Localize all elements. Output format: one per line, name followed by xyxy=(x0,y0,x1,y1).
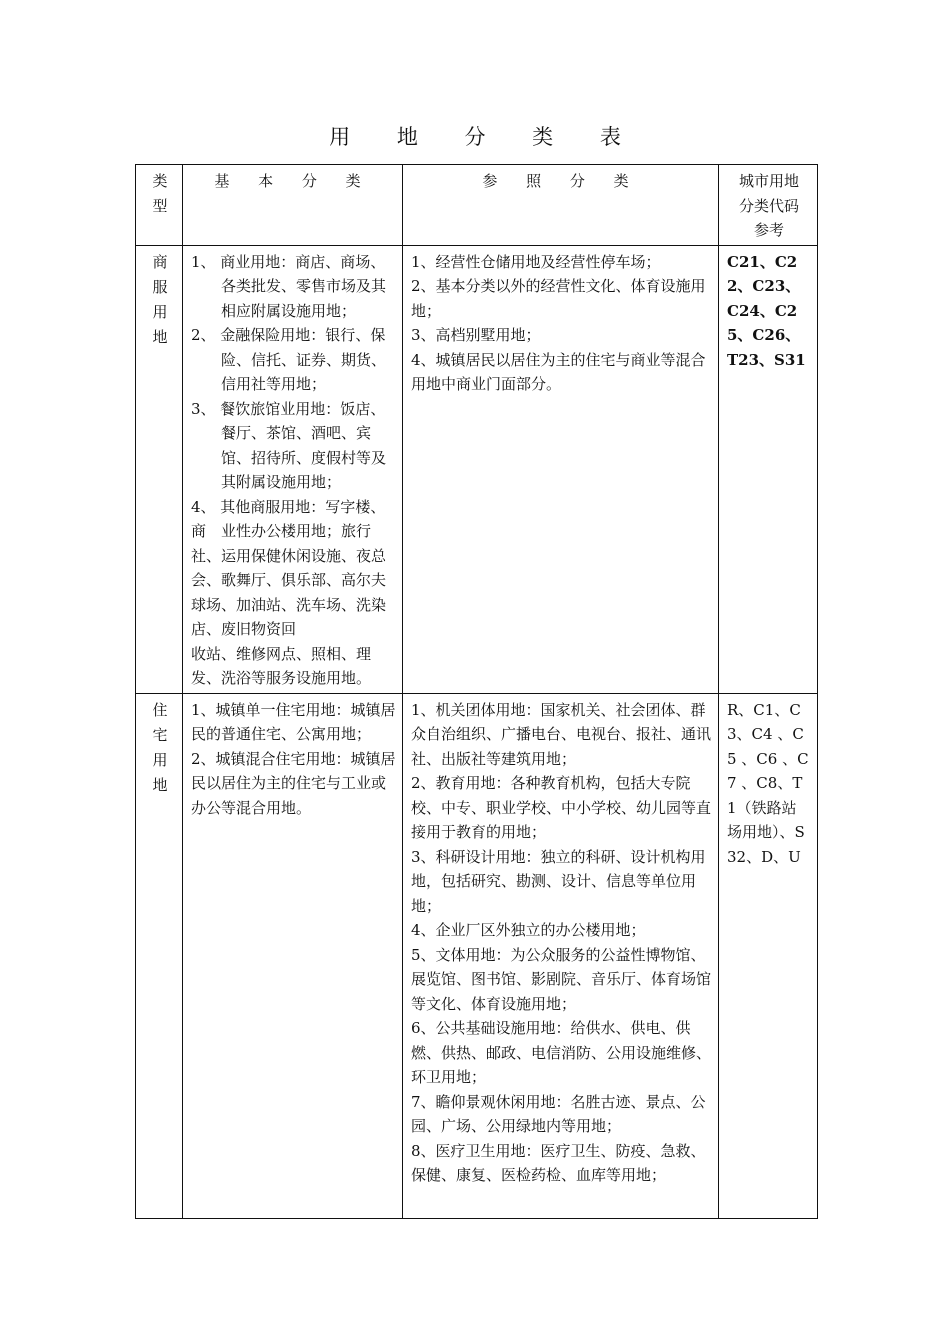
code-text: C21、C22、C23、C24、C25、C26、T23、S31 xyxy=(727,252,806,369)
table-row-commerce xyxy=(136,245,818,693)
row-type-label: 商服用地 xyxy=(152,252,168,346)
reference-item: 2、基本分类以外的经营性文化、体育设施用地； xyxy=(411,277,706,320)
table-header-row xyxy=(136,165,818,246)
reference-item: 1、经营性仓储用地及经营性停车场； xyxy=(411,252,661,271)
code-cell-housing xyxy=(719,693,818,1218)
basic-item: 4、 其他商服用地：写字楼、商 业性办公楼用地；旅行社、运用保健休闲设施、夜总会、歌舞厅、俱乐部、高尔夫球场、加油站、洗车场、洗染店、废旧物资回 收站、维修网点、照相、理发、洗浴等服务设施用地。 xyxy=(191,497,387,687)
land-classification-table xyxy=(135,164,818,1219)
type-cell-commerce xyxy=(136,245,183,693)
reference-cell-housing xyxy=(403,693,719,1218)
header-code-line1: 城市用地 xyxy=(738,172,799,190)
basic-item: 3、 餐饮旅馆业用地：饭店、餐厅、茶馆、酒吧、宾馆、招待所、度假村等及其附属设施用地； xyxy=(191,399,387,491)
basic-cell-housing xyxy=(183,693,403,1218)
reference-cell-commerce xyxy=(403,245,719,693)
reference-item: 5、文体用地：为公众服务的公益性博物馆、展览馆、图书馆、影剧院、音乐厅、体育场馆等文化、体育设施用地； xyxy=(411,945,712,1013)
reference-item: 6、公共基础设施用地：给供水、供电、供燃、供热、邮政、电信消防、公用设施维修、环卫用地； xyxy=(411,1019,712,1086)
header-code-cell xyxy=(719,165,818,246)
basic-item: 2、 金融保险用地：银行、保险、信托、证券、期货、信用社等用地； xyxy=(191,326,387,393)
reference-item: 1、机关团体用地：国家机关、社会团体、群众自治组织、广播电台、电视台、报社、通讯社、出版社等建筑用地； xyxy=(411,700,712,768)
basic-item: 1、 商业用地：商店、商场、各类批发、零售市场及其相应附属设施用地； xyxy=(191,252,387,320)
reference-item: 8、医疗卫生用地：医疗卫生、防疫、急救、保健、康复、医检药检、血库等用地； xyxy=(411,1141,706,1184)
header-reference: 参 照 分 类 xyxy=(403,165,719,246)
header-code-line3: 参考 xyxy=(753,221,784,239)
reference-item: 3、科研设计用地：独立的科研、设计机构用地，包括研究、勘测、设计、信息等单位用地； xyxy=(411,847,706,915)
header-basic: 基 本 分 类 xyxy=(183,165,403,246)
reference-item: 4、城镇居民以居住为主的住宅与商业等混合用地中商业门面部分。 xyxy=(411,350,706,393)
basic-item: 2、城镇混合住宅用地：城镇居民以居住为主的住宅与工业或办公等混合用地。 xyxy=(191,749,396,817)
header-type-cell xyxy=(136,165,183,246)
row-type-label: 住宅用地 xyxy=(152,700,168,794)
basic-item: 1、城镇单一住宅用地：城镇居民的普通住宅、公寓用地； xyxy=(191,700,396,743)
code-cell-commerce xyxy=(719,245,818,693)
code-text: R、C1、C3、C4 、C5 、C6 、C7 、C8、T1（铁路站场用地）、S32、D、U xyxy=(727,700,809,866)
reference-item: 4、企业厂区外独立的办公楼用地； xyxy=(411,921,646,939)
table-row-housing xyxy=(136,693,818,1218)
reference-item: 7、瞻仰景观休闲用地：名胜古迹、景点、公园、广场、公用绿地内等用地； xyxy=(411,1092,706,1135)
page-title: 用 地 分 类 表 xyxy=(329,125,641,149)
reference-item: 3、高档别墅用地； xyxy=(411,326,541,344)
header-type: 类型 xyxy=(152,172,168,215)
basic-cell-commerce xyxy=(183,245,403,693)
header-code-line2: 分类代码 xyxy=(738,196,799,215)
type-cell-housing xyxy=(136,693,183,1218)
reference-item: 2、教育用地：各种教育机构，包括大专院校、中专、职业学校、中小学校、幼儿园等直接用于教育的用地； xyxy=(411,774,712,841)
